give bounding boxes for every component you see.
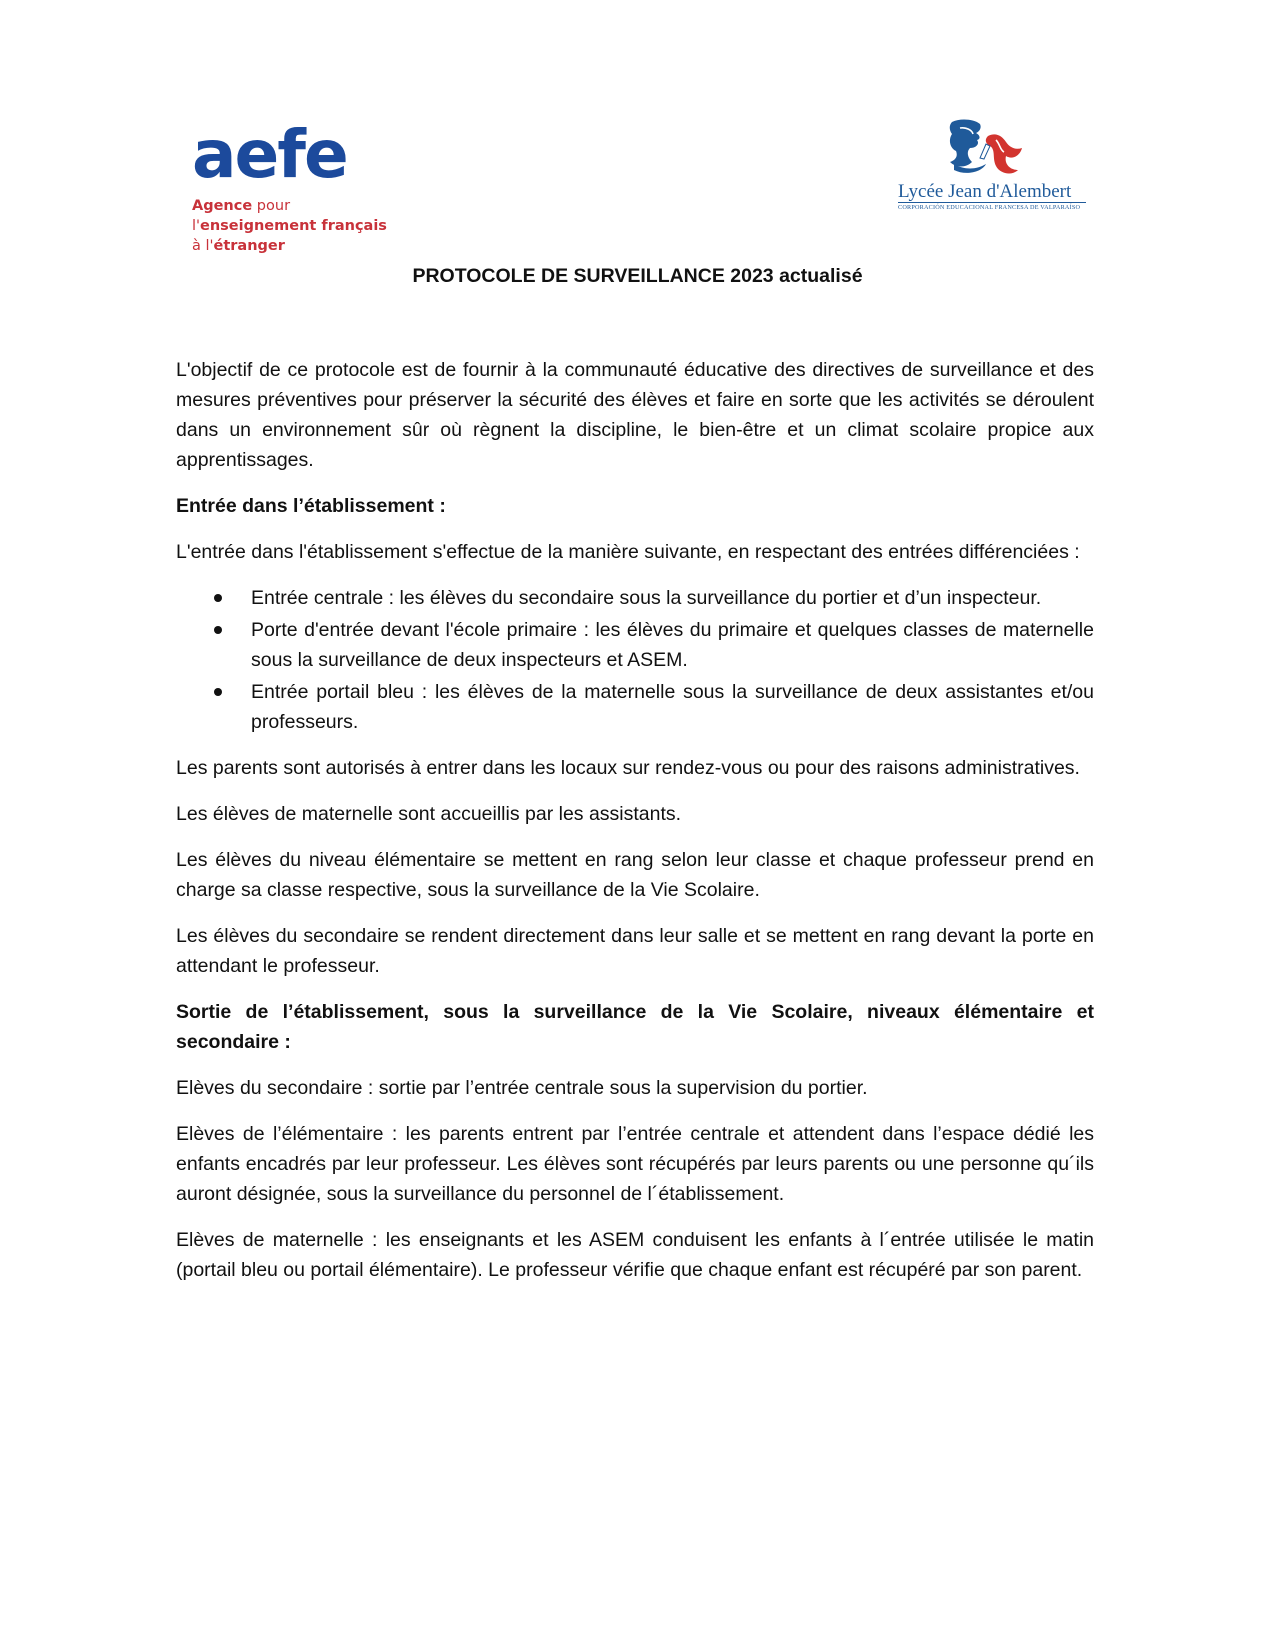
bullet-icon xyxy=(214,626,222,634)
maternelle-paragraph: Les élèves de maternelle sont accueillis par les assistants. xyxy=(176,803,682,825)
aefe-logo-line-1: Agence pour xyxy=(192,198,291,214)
parents-paragraph: Les parents sont autorisés à entrer dans les locaux sur rendez-vous ou pour des raisons administratives. xyxy=(176,757,1080,779)
intro-paragraph: L'objectif de ce protocole est de fournir à la communauté éducative des directives de surveillance et des mesures préventives pour préserver la sécurité des élèves et faire en sorte que les activités se déroulent dans un environnement sûr où règnent la discipline, le bien-être et un climat scolaire propice aux apprentissages. xyxy=(176,359,1094,471)
aefe-logo-word: aefe xyxy=(192,116,347,193)
lycee-logo-name: Lycée Jean d'Alembert xyxy=(898,181,1072,202)
list-item: Entrée portail bleu : les élèves de la maternelle sous la surveillance de deux assistantes et/ou professeurs. xyxy=(251,677,1094,737)
heading-entree: Entrée dans l’établissement : xyxy=(176,495,446,517)
sortie-elementaire-paragraph: Elèves de l’élémentaire : les parents entrent par l’entrée centrale et attendent dans l’espace dédié les enfants encadrés par leur professeur. Les élèves sont récupérés par leurs parents ou une personne qu´ils auront désignée, sous la surveillance du personnel de l´établissement. xyxy=(176,1123,1094,1205)
list-item: Porte d'entrée devant l'école primaire : les élèves du primaire et quelques classes de maternelle sous la surveillance de deux inspecteurs et ASEM. xyxy=(251,615,1094,675)
secondaire-paragraph: Les élèves du secondaire se rendent directement dans leur salle et se mettent en rang devant la porte en attendant le professeur. xyxy=(176,925,1094,977)
list-item: Entrée centrale : les élèves du secondaire sous la surveillance du portier et d’un inspecteur. xyxy=(251,583,1094,613)
aefe-logo-line-3: à l'étranger xyxy=(192,238,285,254)
lycee-logo xyxy=(898,118,1098,212)
lycee-emblem-icon xyxy=(946,118,1032,180)
entrances-list xyxy=(176,583,1094,737)
bullet-icon xyxy=(214,688,222,696)
bullet-icon xyxy=(214,594,222,602)
document-body xyxy=(176,355,1094,1301)
sortie-secondaire-paragraph: Elèves du secondaire : sortie par l’entrée centrale sous la supervision du portier. xyxy=(176,1077,868,1099)
entree-paragraph: L'entrée dans l'établissement s'effectue de la manière suivante, en respectant des entrées différenciées : xyxy=(176,541,1080,563)
elementaire-paragraph: Les élèves du niveau élémentaire se mettent en rang selon leur classe et chaque professeur prend en charge sa classe respective, sous la surveillance de la Vie Scolaire. xyxy=(176,849,1094,901)
heading-sortie: Sortie de l’établissement, sous la surveillance de la Vie Scolaire, niveaux élémentaire et secondaire : xyxy=(176,1001,1094,1053)
aefe-logo xyxy=(192,116,392,256)
aefe-logo-line-2: l'enseignement français xyxy=(192,218,387,234)
lycee-logo-subtitle: CORPORACIÓN EDUCACIONAL FRANCESA DE VALPARAÍSO xyxy=(898,202,1086,212)
document-title: PROTOCOLE DE SURVEILLANCE 2023 actualisé xyxy=(412,265,863,287)
sortie-maternelle-paragraph: Elèves de maternelle : les enseignants et les ASEM conduisent les enfants à l´entrée utilisée le matin (portail bleu ou portail élémentaire). Le professeur vérifie que chaque enfant est récupéré par son parent. xyxy=(176,1229,1094,1281)
